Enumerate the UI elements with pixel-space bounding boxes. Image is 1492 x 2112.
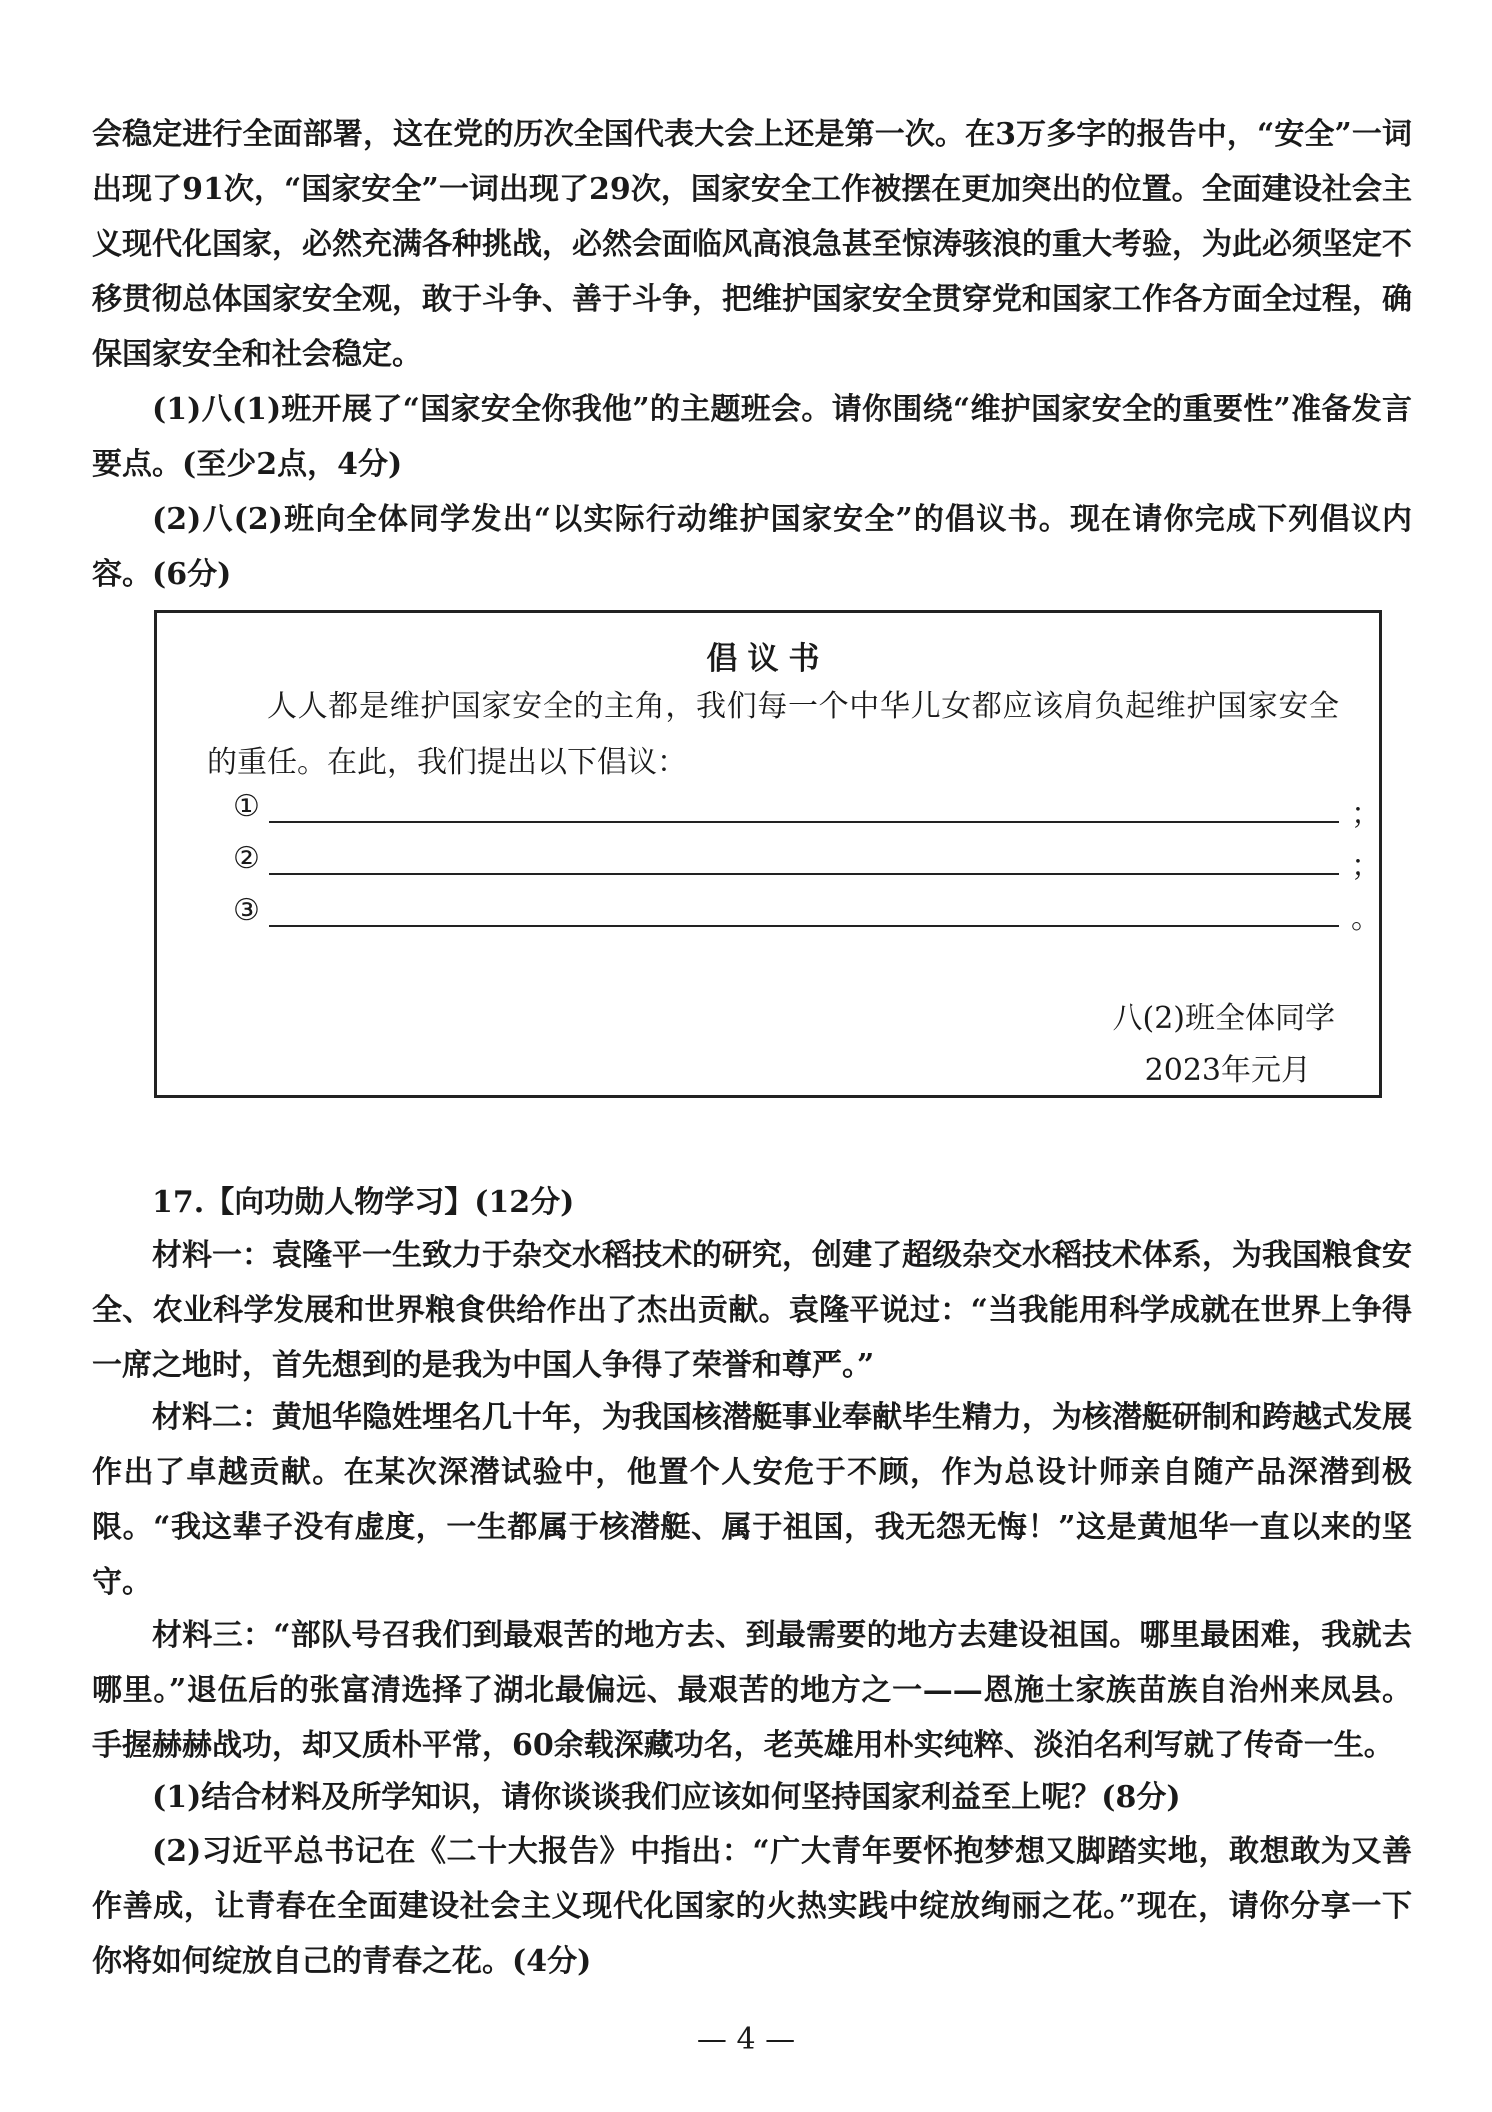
item-end-mark: ； bbox=[1351, 797, 1381, 832]
answer-blank-line bbox=[269, 873, 1339, 875]
proposal-item-1 bbox=[233, 789, 1381, 832]
proposal-date: 2023年元月 bbox=[1144, 1053, 1311, 1088]
answer-blank-line bbox=[269, 821, 1339, 823]
question-16-2: (2)八(2)班向全体同学发出“以实际行动维护国家安全”的倡议书。现在请你完成下列倡议内容。(6分) bbox=[92, 502, 1412, 592]
proposal-box bbox=[154, 610, 1382, 1098]
item-end-mark: 。 bbox=[1351, 901, 1381, 936]
question-17-title: 17.【向功勋人物学习】(12分) bbox=[152, 1185, 575, 1220]
intro-paragraph: 会稳定进行全面部署，这在党的历次全国代表大会上还是第一次。在3万多字的报告中，“安全”一词出现了91次，“国家安全”一词出现了29次，国家安全工作被摆在更加突出的位置。全面建设社会主义现代化国家，必然充满各种挑战，必然会面临风高浪急甚至惊涛骇浪的重大考验，为此必须坚定不移贯彻总体国家安全观，敢于斗争、善于斗争，把维护国家安全贯穿党和国家工作各方面全过程，确保国家安全和社会稳定。 bbox=[92, 117, 1412, 372]
item-number: ② bbox=[233, 841, 260, 876]
proposal-body: 人人都是维护国家安全的主角，我们每一个中华儿女都应该肩负起维护国家安全的重任。在此，我们提出以下倡议： bbox=[207, 689, 1339, 780]
question-16-1: (1)八(1)班开展了“国家安全你我他”的主题班会。请你围绕“维护国家安全的重要性”准备发言要点。(至少2点，4分) bbox=[92, 392, 1412, 482]
item-number: ① bbox=[233, 789, 260, 824]
question-17-1: (1)结合材料及所学知识，请你谈谈我们应该如何坚持国家利益至上呢？(8分) bbox=[152, 1780, 1181, 1815]
proposal-item-2 bbox=[233, 841, 1381, 884]
material-1: 材料一：袁隆平一生致力于杂交水稻技术的研究，创建了超级杂交水稻技术体系，为我国粮食安全、农业科学发展和世界粮食供给作出了杰出贡献。袁隆平说过：“当我能用科学成就在世界上争得一席之地时，首先想到的是我为中国人争得了荣誉和尊严。” bbox=[92, 1238, 1412, 1383]
material-3: 材料三：“部队号召我们到最艰苦的地方去、到最需要的地方去建设祖国。哪里最困难，我就去哪里。”退伍后的张富清选择了湖北最偏远、最艰苦的地方之一——恩施土家族苗族自治州来凤县。手握赫赫战功，却又质朴平常，60余载深藏功名，老英雄用朴实纯粹、淡泊名利写就了传奇一生。 bbox=[92, 1618, 1412, 1763]
proposal-signature: 八(2)班全体同学 bbox=[1112, 1001, 1335, 1036]
page-number: — 4 — bbox=[696, 2022, 796, 2057]
item-number: ③ bbox=[233, 893, 260, 928]
question-17-2: (2)习近平总书记在《二十大报告》中指出：“广大青年要怀抱梦想又脚踏实地，敢想敢为又善作善成，让青春在全面建设社会主义现代化国家的火热实践中绽放绚丽之花。”现在，请你分享一下你将如何绽放自己的青春之花。(4分) bbox=[92, 1834, 1412, 1979]
answer-blank-line bbox=[269, 925, 1339, 927]
material-2: 材料二：黄旭华隐姓埋名几十年，为我国核潜艇事业奉献毕生精力，为核潜艇研制和跨越式发展作出了卓越贡献。在某次深潜试验中，他置个人安危于不顾，作为总设计师亲自随产品深潜到极限。“我这辈子没有虚度，一生都属于核潜艇、属于祖国，我无怨无悔！”这是黄旭华一直以来的坚守。 bbox=[92, 1400, 1412, 1600]
item-end-mark: ； bbox=[1351, 849, 1381, 884]
proposal-title: 倡议书 bbox=[706, 641, 830, 677]
proposal-item-3 bbox=[233, 893, 1381, 936]
